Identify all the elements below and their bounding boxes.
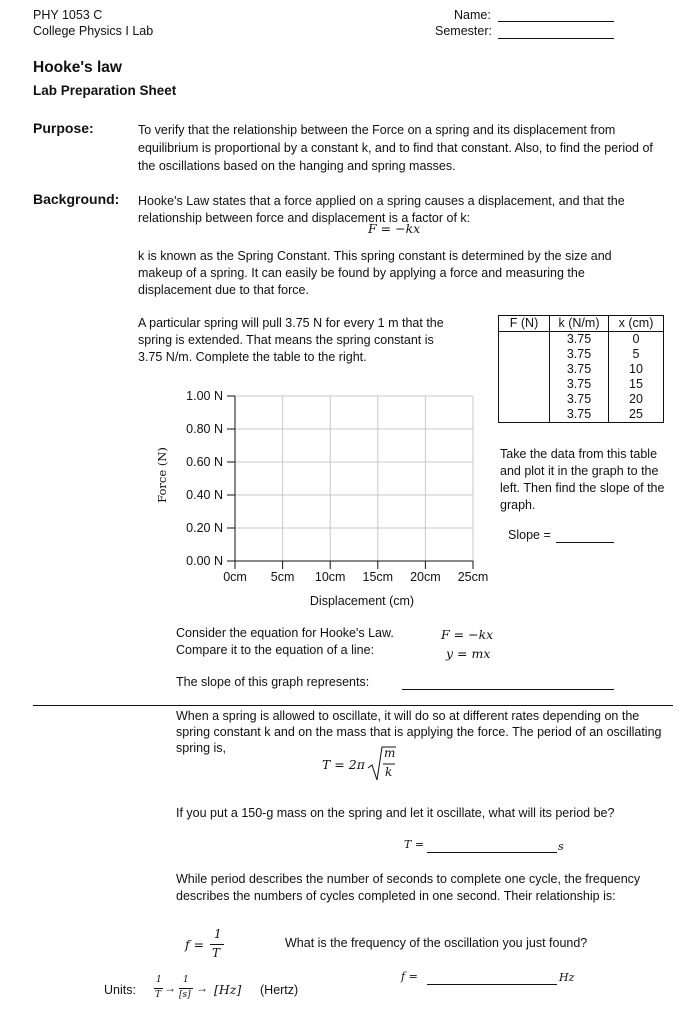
table-header-x: x (cm) (609, 316, 664, 332)
period-question: If you put a 150-g mass on the spring and let it oscillate, what will its period be? (176, 806, 615, 820)
x-axis-label: Displacement (cm) (309, 594, 415, 608)
table-row (499, 377, 664, 392)
force-cell[interactable] (499, 407, 550, 423)
purpose-label: Purpose: (33, 120, 94, 136)
background-text-3: A particular spring will pull 3.75 N for every 1 m that the spring is extended. That means the spring constant is 3.75 N/m. Complete the table to the right. (138, 316, 444, 364)
x-tick-label: 20cm (410, 570, 441, 584)
table-row (499, 407, 664, 423)
arrow-icon: → (164, 981, 176, 995)
x-tick-label: 5cm (270, 570, 295, 584)
frequency-unit: Hz (559, 971, 575, 984)
course-code: PHY 1053 C (33, 8, 103, 22)
k-cell: 3.75 (550, 347, 609, 362)
table-header-force: F (N) (499, 316, 550, 332)
x-cell: 25 (609, 407, 664, 423)
y-tick-label: 0.20 N (186, 521, 223, 535)
table-row (499, 332, 664, 348)
y-tick-label: 0.60 N (186, 455, 223, 469)
table-row (499, 362, 664, 377)
hookes-law-equation: F = −kx (368, 221, 421, 236)
line-equation: y = mx (446, 646, 491, 661)
oscillation-text-1: When a spring is allowed to oscillate, it will do so at different rates depending on the spring constant k and on the mass that is applying the force. The period of an oscillating spring is, (176, 709, 662, 755)
name-label: Name: (454, 8, 491, 22)
period-equation-lhs: T = 2π (322, 757, 365, 772)
y-axis-label: Force (N) (155, 447, 169, 503)
force-cell[interactable] (499, 377, 550, 392)
x-tick-label: 25cm (457, 570, 489, 584)
table-row (499, 347, 664, 362)
units-frac2-den: [s] (179, 990, 191, 1000)
table-row (499, 392, 664, 407)
table-header-k: k (N/m) (550, 316, 609, 332)
x-cell: 5 (609, 347, 664, 362)
frequency-equation-numerator: 1 (214, 927, 222, 941)
period-equation-numerator: m (384, 746, 396, 760)
x-tick-label: 15cm (362, 570, 394, 584)
x-cell: 0 (609, 332, 664, 348)
force-cell[interactable] (499, 362, 550, 377)
y-tick-label: 0.40 N (186, 488, 223, 502)
fraction-bar (179, 988, 193, 989)
force-cell[interactable] (499, 332, 550, 348)
units-label: Units: (104, 983, 136, 997)
name-field[interactable] (498, 21, 614, 22)
y-tick-label: 0.80 N (186, 422, 223, 436)
plot-instructions: Take the data from this table and plot it in the graph to the left. Then find the slope of the graph. (500, 447, 665, 512)
frequency-question: What is the frequency of the oscillation you just found? (285, 936, 588, 950)
compare-text-1: Consider the equation for Hooke's Law. (176, 626, 394, 640)
k-cell: 3.75 (550, 392, 609, 407)
x-cell: 10 (609, 362, 664, 377)
oscillation-text-2: While period describes the number of seconds to complete one cycle, the frequency describes the numbers of cycles completed in one second. Their relationship is: (176, 872, 641, 903)
k-cell: 3.75 (550, 332, 609, 348)
course-title: College Physics I Lab (33, 24, 154, 38)
background-text-2: k is known as the Spring Constant. This spring constant is determined by the size and makeup of a spring. It can easily be found by applying a force and measuring the displacement due to that force. (138, 249, 612, 297)
frequency-equation-lhs: f = (185, 937, 205, 952)
y-tick-label: 1.00 N (186, 389, 223, 403)
slope-label: Slope = (508, 528, 551, 542)
units-result: [Hz] (214, 982, 242, 997)
hookes-law-equation-2: F = −kx (441, 627, 494, 642)
y-tick-label: 0.00 N (186, 554, 223, 568)
frequency-answer-field[interactable] (427, 984, 557, 985)
slope-represents-label: The slope of this graph represents: (176, 675, 370, 689)
purpose-text: To verify that the relationship between the Force on a spring and its displacement from equilibrium is proportional by a constant k, and to find that constant. Also, to find the period of the oscillations based on the hanging and spring masses. (138, 123, 653, 173)
page-subtitle: Lab Preparation Sheet (33, 83, 177, 98)
page-title: Hooke's law (33, 59, 122, 76)
background-text-1: Hooke's Law states that a force applied on a spring causes a displacement, and that the relationship between force and displacement is a factor of k: (138, 194, 625, 225)
period-answer-label: T = (404, 838, 425, 851)
semester-label: Semester: (435, 24, 492, 38)
units-name: (Hertz) (260, 983, 299, 997)
semester-field[interactable] (498, 38, 614, 39)
section-divider (33, 705, 673, 706)
force-cell[interactable] (499, 392, 550, 407)
units-frac1-den: T (155, 990, 162, 1000)
x-tick-label: 0cm (223, 570, 247, 584)
k-cell: 3.75 (550, 377, 609, 392)
slope-represents-field[interactable] (402, 689, 614, 690)
force-displacement-graph[interactable] (140, 378, 500, 618)
force-cell[interactable] (499, 347, 550, 362)
compare-text-2: Compare it to the equation of a line: (176, 643, 375, 657)
period-equation-denominator: k (385, 765, 393, 779)
graph-grid (227, 396, 473, 569)
slope-answer-field[interactable] (556, 542, 614, 543)
data-table (498, 315, 664, 423)
period-answer-field[interactable] (427, 852, 557, 853)
k-cell: 3.75 (550, 362, 609, 377)
frequency-equation-denominator: T (212, 946, 221, 960)
frequency-answer-label: f = (401, 970, 418, 983)
fraction-bar (210, 944, 224, 945)
k-cell: 3.75 (550, 407, 609, 423)
arrow-icon: → (196, 981, 208, 995)
x-cell: 20 (609, 392, 664, 407)
units-frac1-num: 1 (156, 975, 162, 985)
background-label: Background: (33, 191, 120, 207)
x-cell: 15 (609, 377, 664, 392)
x-tick-label: 10cm (314, 570, 346, 584)
units-frac2-num: 1 (183, 975, 189, 985)
period-unit: s (558, 840, 564, 853)
fraction-bar (154, 988, 163, 989)
